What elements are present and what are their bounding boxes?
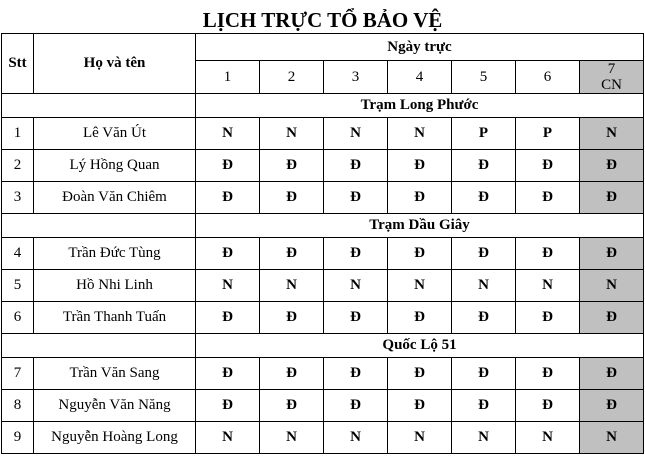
group-spacer (2, 94, 196, 118)
duty-mark-day-6: Đ (516, 182, 580, 214)
duty-mark-day-4: Đ (388, 302, 452, 334)
group-row (2, 334, 644, 358)
duty-mark-day-5: Đ (452, 358, 516, 390)
duty-mark-day-1: N (196, 118, 260, 150)
sheet-title: LỊCH TRỰC TỔ BẢO VỆ (202, 8, 443, 32)
duty-mark-day-4: N (388, 422, 452, 454)
duty-mark-day-4: N (388, 118, 452, 150)
table-row (2, 182, 644, 214)
duty-mark-day-6: P (516, 118, 580, 150)
duty-mark-day-5: Đ (452, 390, 516, 422)
duty-mark-day-1: N (196, 270, 260, 302)
duty-mark-day-1: N (196, 422, 260, 454)
duty-mark-day-6: N (516, 422, 580, 454)
duty-mark-day-2: Đ (260, 150, 324, 182)
duty-mark-day-1: Đ (196, 238, 260, 270)
table-row (2, 390, 644, 422)
duty-mark-day-5: N (452, 422, 516, 454)
duty-mark-day-4: Đ (388, 238, 452, 270)
duty-mark-day-2: N (260, 270, 324, 302)
row-name: Trần Đức Tùng (34, 238, 196, 270)
duty-mark-day-5: Đ (452, 302, 516, 334)
duty-mark-day-5: P (452, 118, 516, 150)
duty-mark-day-7: Đ (580, 390, 644, 422)
row-stt: 8 (2, 390, 34, 422)
duty-mark-day-7: N (580, 422, 644, 454)
group-spacer (2, 334, 196, 358)
duty-mark-day-3: Đ (324, 302, 388, 334)
duty-mark-day-2: Đ (260, 182, 324, 214)
row-stt: 2 (2, 150, 34, 182)
header-day-6: 6 (516, 61, 580, 94)
duty-mark-day-3: Đ (324, 150, 388, 182)
duty-mark-day-5: Đ (452, 182, 516, 214)
header-name: Họ và tên (34, 34, 196, 94)
duty-mark-day-1: Đ (196, 182, 260, 214)
row-name: Hồ Nhi Linh (34, 270, 196, 302)
duty-mark-day-2: N (260, 118, 324, 150)
header-stt: Stt (2, 34, 34, 94)
duty-mark-day-6: Đ (516, 238, 580, 270)
duty-mark-day-4: Đ (388, 390, 452, 422)
row-stt: 1 (2, 118, 34, 150)
duty-mark-day-3: Đ (324, 238, 388, 270)
header-day-1: 1 (196, 61, 260, 94)
group-row (2, 94, 644, 118)
duty-mark-day-5: Đ (452, 238, 516, 270)
duty-mark-day-3: N (324, 422, 388, 454)
row-stt: 5 (2, 270, 34, 302)
duty-mark-day-7: Đ (580, 358, 644, 390)
row-stt: 4 (2, 238, 34, 270)
header-day-4: 4 (388, 61, 452, 94)
duty-mark-day-6: Đ (516, 358, 580, 390)
group-row (2, 214, 644, 238)
group-name: Quốc Lộ 51 (196, 334, 644, 358)
row-stt: 6 (2, 302, 34, 334)
header-day-7-number: 7 (607, 61, 616, 77)
duty-mark-day-3: N (324, 270, 388, 302)
duty-mark-day-3: N (324, 118, 388, 150)
duty-mark-day-2: N (260, 422, 324, 454)
duty-mark-day-2: Đ (260, 238, 324, 270)
table-row (2, 238, 644, 270)
duty-mark-day-3: Đ (324, 358, 388, 390)
duty-mark-day-5: Đ (452, 150, 516, 182)
duty-mark-day-7: N (580, 118, 644, 150)
duty-mark-day-3: Đ (324, 182, 388, 214)
header-day-2: 2 (260, 61, 324, 94)
duty-mark-day-7: Đ (580, 302, 644, 334)
row-name: Lý Hồng Quan (34, 150, 196, 182)
group-name: Trạm Long Phước (196, 94, 644, 118)
header-day-3: 3 (324, 61, 388, 94)
table-row (2, 358, 644, 390)
duty-mark-day-7: N (580, 270, 644, 302)
table-row (2, 422, 644, 454)
duty-mark-day-4: N (388, 270, 452, 302)
duty-mark-day-7: Đ (580, 182, 644, 214)
group-name: Trạm Dầu Giây (196, 214, 644, 238)
duty-mark-day-4: Đ (388, 182, 452, 214)
header-day-5: 5 (452, 61, 516, 94)
row-name: Đoàn Văn Chiêm (34, 182, 196, 214)
row-stt: 3 (2, 182, 34, 214)
duty-mark-day-5: N (452, 270, 516, 302)
duty-mark-day-4: Đ (388, 358, 452, 390)
table-row (2, 150, 644, 182)
group-spacer (2, 214, 196, 238)
row-name: Trần Thanh Tuấn (34, 302, 196, 334)
duty-mark-day-2: Đ (260, 358, 324, 390)
duty-schedule-table (1, 33, 644, 454)
table-row (2, 270, 644, 302)
header-day-7 (580, 61, 644, 94)
duty-mark-day-7: Đ (580, 150, 644, 182)
duty-mark-day-4: Đ (388, 150, 452, 182)
duty-mark-day-6: Đ (516, 390, 580, 422)
duty-mark-day-2: Đ (260, 302, 324, 334)
row-stt: 7 (2, 358, 34, 390)
duty-mark-day-1: Đ (196, 358, 260, 390)
header-sunday-label: CN (601, 77, 622, 93)
row-name: Nguyễn Văn Năng (34, 390, 196, 422)
duty-mark-day-3: Đ (324, 390, 388, 422)
duty-mark-day-1: Đ (196, 150, 260, 182)
duty-mark-day-7: Đ (580, 238, 644, 270)
table-row (2, 118, 644, 150)
duty-mark-day-6: Đ (516, 150, 580, 182)
duty-mark-day-2: Đ (260, 390, 324, 422)
header-days-label: Ngày trực (196, 34, 644, 61)
duty-mark-day-6: Đ (516, 302, 580, 334)
row-name: Nguyễn Hoàng Long (34, 422, 196, 454)
row-stt: 9 (2, 422, 34, 454)
schedule-body (2, 94, 644, 454)
table-row (2, 302, 644, 334)
duty-mark-day-6: N (516, 270, 580, 302)
duty-mark-day-1: Đ (196, 302, 260, 334)
row-name: Trần Văn Sang (34, 358, 196, 390)
row-name: Lê Văn Út (34, 118, 196, 150)
duty-mark-day-1: Đ (196, 390, 260, 422)
